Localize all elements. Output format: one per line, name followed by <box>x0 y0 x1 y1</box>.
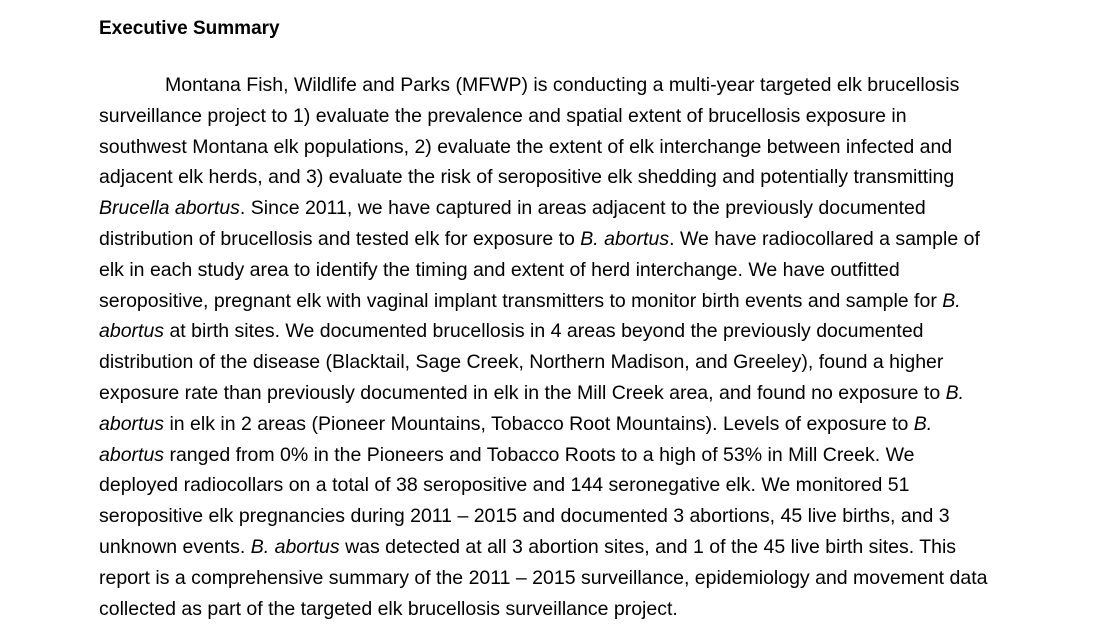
paragraph-line <box>99 224 1059 255</box>
paragraph-line <box>99 101 1059 132</box>
italic-text: abortus <box>99 412 165 435</box>
line-text: . Since 2011, we have captured in areas adjacent to the previously documented <box>239 197 926 220</box>
line-text: in elk in 2 areas (Pioneer Mountains, Tobacco Root Mountains). Levels of exposure to <box>164 412 914 435</box>
paragraph-line <box>99 132 1059 163</box>
line-text: distribution of the disease (Blacktail, Sage Creek, Northern Madison, and Greeley), found a higher <box>99 351 944 374</box>
section-heading: Executive Summary <box>99 18 280 39</box>
paragraph-line <box>99 470 1059 501</box>
line-text: adjacent elk herds, and 3) evaluate the risk of seropositive elk shedding and potentially transmitting <box>99 166 955 189</box>
paragraph-line <box>99 316 1059 347</box>
line-text: report is a comprehensive summary of the 2011 – 2015 surveillance, epidemiology and movement data <box>99 566 988 589</box>
paragraph-line <box>99 440 1059 471</box>
line-text: collected as part of the targeted elk brucellosis surveillance project. <box>99 597 678 620</box>
paragraph-line <box>99 563 1059 594</box>
line-text: elk in each study area to identify the timing and extent of herd interchange. We have outfitted <box>99 258 900 281</box>
paragraph-line <box>99 501 1059 532</box>
paragraph-line <box>99 532 1059 563</box>
italic-text: B. <box>913 412 933 435</box>
line-text: seropositive elk pregnancies during 2011 – 2015 and documented 3 abortions, 45 live births, and 3 <box>99 505 950 528</box>
line-text: . We have radiocollared a sample of <box>669 227 980 250</box>
line-text: exposure rate than previously documented in elk in the Mill Creek area, and found no exposure to <box>99 381 946 404</box>
line-text: at birth sites. We documented brucellosis in 4 areas beyond the previously documented <box>164 320 924 343</box>
paragraph-line <box>99 255 1059 286</box>
italic-text: B. abortus <box>580 227 670 250</box>
paragraph-line <box>99 594 1059 625</box>
line-text: distribution of brucellosis and tested elk for exposure to <box>99 227 581 250</box>
paragraph-line <box>99 193 1059 224</box>
italic-text: abortus <box>99 443 165 466</box>
paragraph-line <box>99 378 1059 409</box>
paragraph-line <box>99 409 1059 440</box>
line-text: Montana Fish, Wildlife and Parks (MFWP) is conducting a multi-year targeted elk brucellosis <box>165 74 960 96</box>
line-text: was detected at all 3 abortion sites, and 1 of the 45 live birth sites. This <box>339 535 957 558</box>
italic-text: B. <box>945 381 965 404</box>
paragraph-line <box>99 286 1059 317</box>
line-text: surveillance project to 1) evaluate the prevalence and spatial extent of brucellosis exposure in <box>99 104 907 127</box>
line-text: ranged from 0% in the Pioneers and Tobacco Roots to a high of 53% in Mill Creek. We <box>164 443 915 466</box>
italic-text: B. abortus <box>250 535 340 558</box>
italic-text: abortus <box>99 320 165 343</box>
summary-paragraph <box>99 70 1059 624</box>
line-text: unknown events. <box>99 535 251 558</box>
paragraph-line <box>99 347 1059 378</box>
line-text: seropositive, pregnant elk with vaginal implant transmitters to monitor birth events and sample for <box>99 289 943 312</box>
line-text: deployed radiocollars on a total of 38 seropositive and 144 seronegative elk. We monitored 51 <box>99 474 910 497</box>
italic-text: B. <box>942 289 961 312</box>
line-text: southwest Montana elk populations, 2) evaluate the extent of elk interchange between infected and <box>99 135 953 158</box>
italic-text: Brucella abortus <box>99 197 240 220</box>
paragraph-line <box>99 70 1059 101</box>
paragraph-line <box>99 162 1059 193</box>
